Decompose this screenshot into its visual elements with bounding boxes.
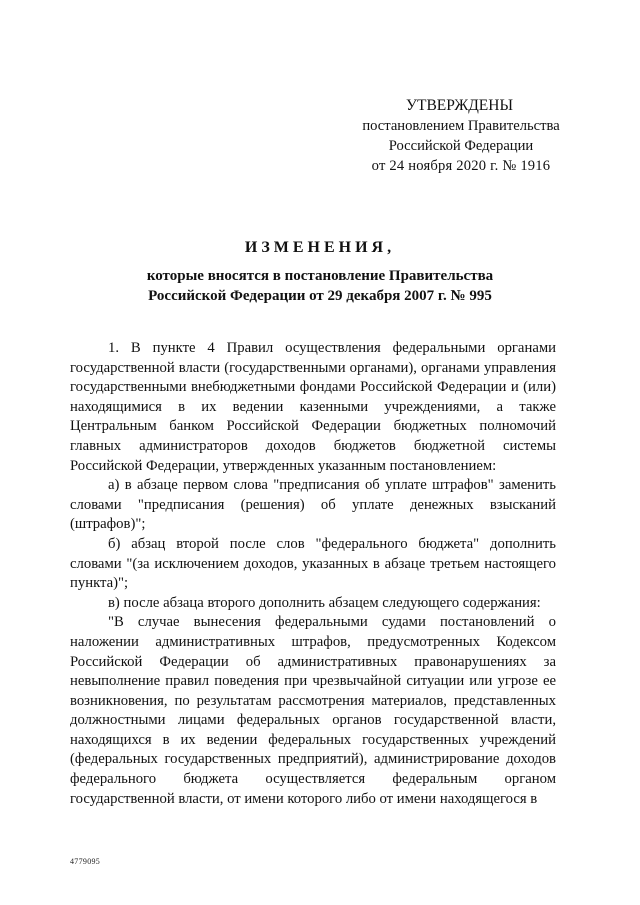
approval-line-1: постановлением Правительства — [362, 118, 560, 134]
subtitle-line-2: Российской Федерации от 29 декабря 2007 г. № 995 — [148, 288, 492, 304]
subtitle-line-1: которые вносятся в постановление Правительства — [146, 268, 494, 284]
document-body — [70, 339, 556, 809]
document-subtitle — [60, 266, 580, 306]
approval-heading: УТВЕРЖДЕНЫ — [406, 97, 513, 114]
document-title: ИЗМЕНЕНИЯ, — [244, 239, 396, 256]
approval-block — [356, 96, 566, 176]
paragraph-c: в) после абзаца второго дополнить абзацем следующего содержания: — [108, 594, 541, 611]
paragraph-1: 1. В пункте 4 Правил осуществления федеральными органами государственной власти (государственными органами), органами управления государственными внебюджетными фондами Российской Федерации и (или) находящимися в их ведении казенными учреждениями, а также Центральным банком Российской Федерации бюджетных полномочий главных администраторов доходов бюджетов бюджетной системы Российской Федерации, утвержденных указанным постановлением: — [70, 340, 556, 474]
approval-line-2: Российской Федерации — [388, 138, 534, 154]
approval-line-3: от 24 ноября 2020 г. № 1916 — [371, 158, 551, 174]
paragraph-a: а) в абзаце первом слова "предписания об уплате штрафов" заменить словами "предписания (решения) об уплате денежных взысканий (штрафов)"; — [70, 477, 556, 533]
paragraph-quote: "В случае вынесения федеральными судами постановлений о наложении административных штрафов, предусмотренных Кодексом Российской Федерации об административных правонарушениях за невыполнение правил поведения при чрезвычайной ситуации или угрозе ее возникновения, по результатам рассмотрения материалов, представленных должностными лицами федеральных органов государственной власти, находящихся в их ведении федеральных государственных учреждений (федеральных государственных предприятий), администрирование доходов федерального бюджета осуществляется федеральным органом государственной власти, от имени которого либо от имени находящегося в — [70, 614, 556, 807]
paragraph-b: б) абзац второй после слов "федерального бюджета" дополнить словами "(за исключением доходов, указанных в абзаце третьем настоящего пункта)"; — [70, 535, 556, 592]
footer-document-code: 4779095 — [70, 857, 101, 866]
